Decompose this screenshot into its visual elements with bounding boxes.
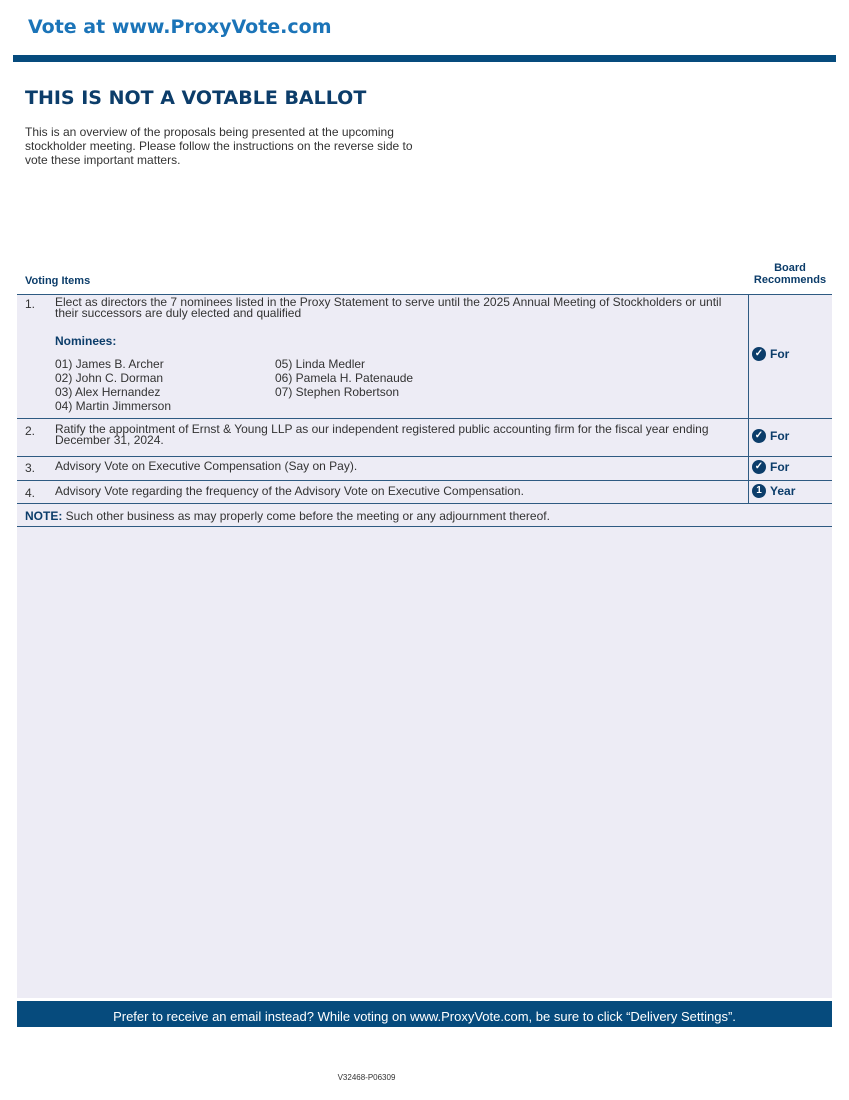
recommendation <box>752 429 789 443</box>
item-number: 2. <box>25 424 36 438</box>
recommendation <box>752 484 795 498</box>
item-number: 3. <box>25 461 36 475</box>
table-row-divider <box>17 480 832 481</box>
note-text: Such other business as may properly come before the meeting or any adjournment thereof. <box>62 509 550 523</box>
item-text: Advisory Vote regarding the frequency of the Advisory Vote on Executive Compensation. <box>55 484 524 498</box>
nominee: 06) Pamela H. Patenaude <box>275 371 414 385</box>
one-circle-icon: 1 <box>752 484 766 498</box>
item-text: Ratify the appointment of Ernst & Young LLP as our independent registered public accounting firm for the fiscal year ending December 31, 2024. <box>55 422 709 447</box>
note-line <box>25 509 550 523</box>
voting-items-header: Voting Items <box>25 275 91 287</box>
recommendation <box>752 347 789 361</box>
proxyvote-link[interactable]: Vote at www.ProxyVote.com <box>28 16 332 38</box>
recommendation-label: For <box>770 347 790 361</box>
note-label: NOTE: <box>25 509 63 523</box>
item-number: 4. <box>25 486 36 500</box>
nominees-label: Nominees: <box>55 334 117 348</box>
check-circle-icon: ✓ <box>752 460 766 474</box>
check-circle-icon: ✓ <box>752 429 766 443</box>
item-text: Elect as directors the 7 nominees listed in the Proxy Statement to serve until the 2025 Annual Meeting of Stockholders or until their successors are duly elected and qualified <box>55 295 722 320</box>
recommendation-label: For <box>770 429 790 443</box>
recommendation-label: Year <box>770 484 796 498</box>
header-rule <box>13 55 836 62</box>
email-delivery-banner: Prefer to receive an email instead? While voting on www.ProxyVote.com, be sure to click “Delivery Settings”. <box>17 1001 832 1027</box>
recommendation <box>752 460 789 474</box>
page-title: THIS IS NOT A VOTABLE BALLOT <box>25 87 367 109</box>
check-circle-icon: ✓ <box>752 347 766 361</box>
nominee: 04) Martin Jimmerson <box>55 399 172 413</box>
table-rule-bottom <box>17 526 832 527</box>
board-recommends-header: Board Recommends <box>753 262 827 286</box>
recommendation-label: For <box>770 460 790 474</box>
item-number: 1. <box>25 297 36 311</box>
nominee: 07) Stephen Robertson <box>275 385 400 399</box>
nominee: 05) Linda Medler <box>275 357 366 371</box>
nominee: 03) Alex Hernandez <box>55 385 161 399</box>
table-row-divider <box>17 456 832 457</box>
table-row-divider <box>17 418 832 419</box>
intro-text: This is an overview of the proposals being presented at the upcoming stockholder meeting. Please follow the instructions on the reverse side to vote these important matters. <box>25 125 413 167</box>
recommend-column-divider <box>748 294 749 503</box>
nominee: 01) James B. Archer <box>55 357 164 371</box>
item-text: Advisory Vote on Executive Compensation (Say on Pay). <box>55 459 358 473</box>
nominee: 02) John C. Dorman <box>55 371 164 385</box>
table-row-divider <box>17 503 832 504</box>
document-code: V32468-P06309 <box>337 1073 396 1082</box>
